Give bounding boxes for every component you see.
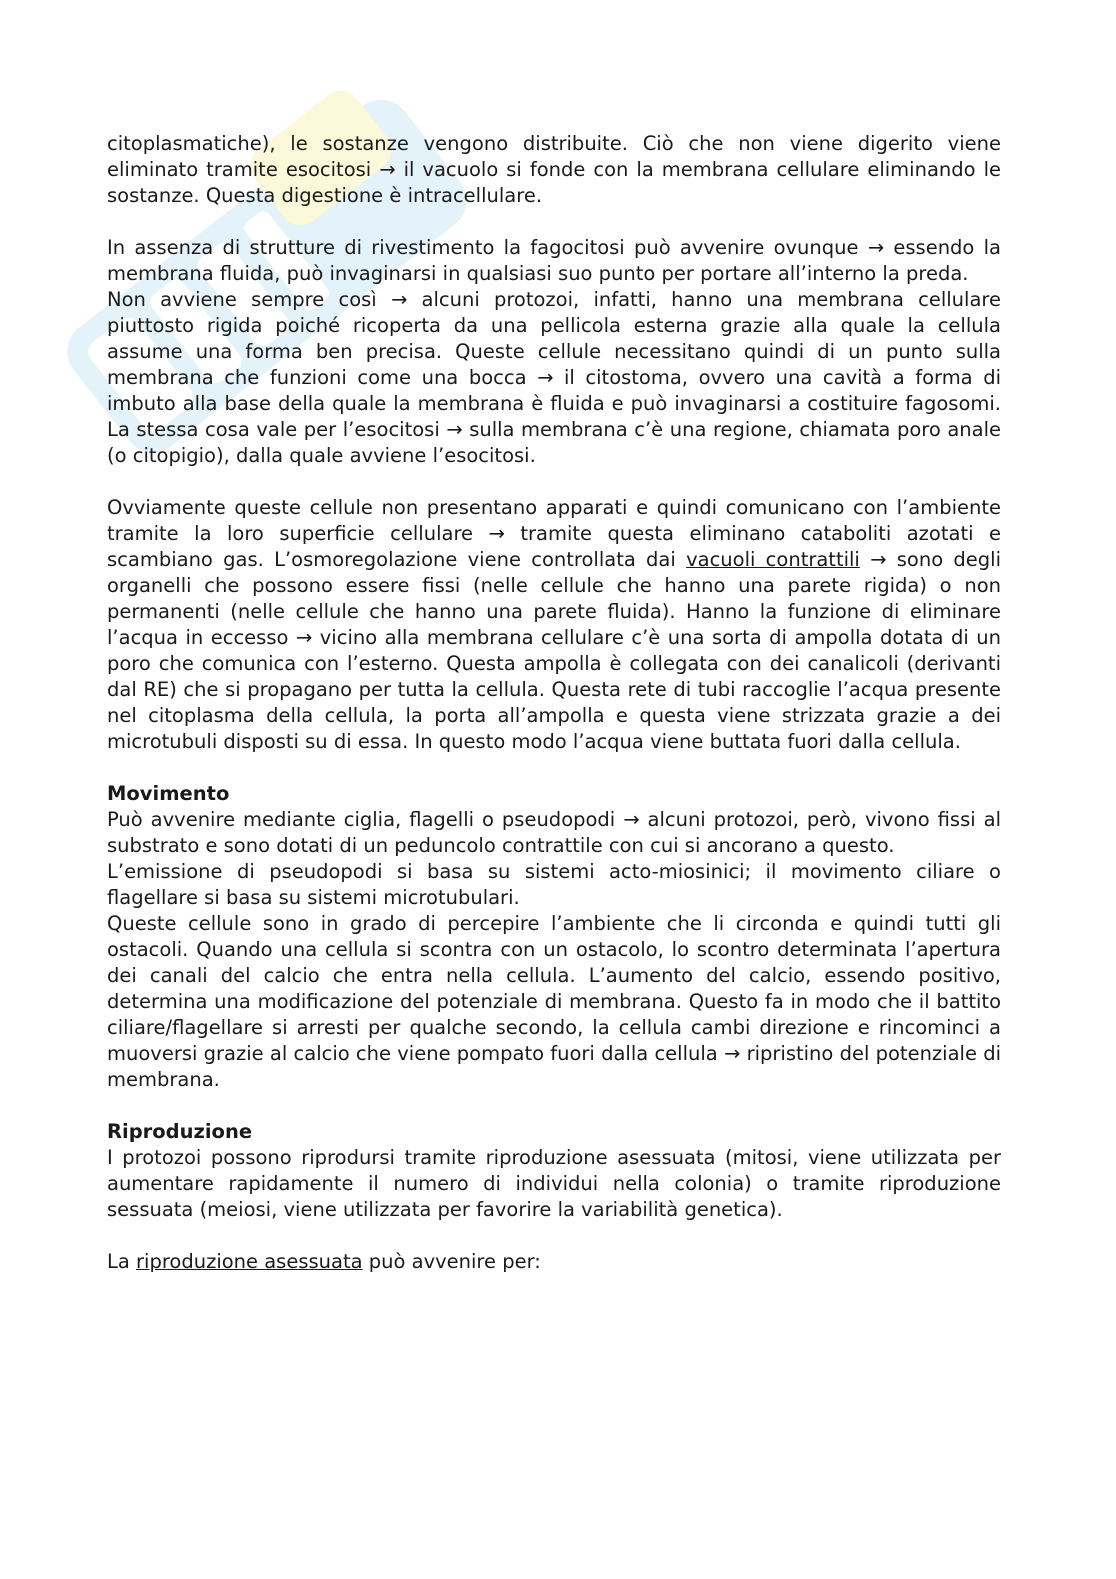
paragraph-ostacoli: Queste cellule sono in grado di percepire l’ambiente che li circonda e quindi tutti gli ostacoli. Quando una cellula si scontra con un ostacolo, lo scontro determinata l’apertura dei canali del calcio che entra nella cellula. L’aumento del calcio, essendo positivo, determina una modificazione del potenziale di membrana. Questo fa in modo che il battito ciliare/flagellare si arresti per qualche secondo, la cellula cambi direzione e rincominci a muoversi grazie al calcio che viene pompato fuori dalla cellula → ripristino del potenziale di membrana. [107, 912, 1001, 1091]
underlined-term-vacuoli-contrattili: vacuoli contrattili [686, 548, 860, 571]
paragraph-osmoregolazione [107, 495, 1001, 755]
heading-movimento: Movimento [107, 782, 230, 805]
paragraph-fagocitosi: In assenza di strutture di rivestimento la fagocitosi può avvenire ovunque → essendo la membrana fluida, può invaginarsi in qualsiasi suo punto per portare all’interno la preda. [107, 236, 1001, 285]
paragraph-movimento-ciglia: Può avvenire mediante ciglia, flagelli o pseudopodi → alcuni protozoi, però, vivono fissi al substrato e sono dotati di un peduncolo contrattile con cui si ancorano a questo. [107, 808, 1001, 857]
paragraph-citostoma: Non avviene sempre così → alcuni protozoi, infatti, hanno una membrana cellulare piuttosto rigida poiché ricoperta da una pellicola esterna grazie alla quale la cellula assume una forma ben precisa. Queste cellule necessitano quindi di un punto sulla membrana che funzioni come una bocca → il citostoma, ovvero una cavità a forma di imbuto alla base della quale la membrana è fluida e può invaginarsi a costituire fagosomi. La stessa cosa vale per l’esocitosi → sulla membrana c’è una regione, chiamata poro anale (o citopigio), dalla quale avviene l’esocitosi. [107, 288, 1001, 467]
paragraph-pseudopodi: L’emissione di pseudopodi si basa su sistemi acto-miosinici; il movimento ciliare o flagellare si basa su sistemi microtubulari. [107, 860, 1001, 909]
paragraph-text: → sono degli organelli che possono essere fissi (nelle cellule che hanno una parete rigida) o non permanenti (nelle cellule che hanno una parete fluida). Hanno la funzione di eliminare l’acqua in eccesso → vicino alla membrana cellulare c’è una sorta di ampolla dotata di un poro che comunica con l’esterno. Questa ampolla è collegata con dei canalicoli (derivanti dal RE) che si propagano per tutta la cellula. Questa rete di tubi raccoglie l’acqua presente nel citoplasma della cellula, la porta all’ampolla e questa viene strizzata grazie a dei microtubuli disposti su di essa. In questo modo l’acqua viene buttata fuori dalla cellula. [107, 548, 1001, 753]
underlined-term-riproduzione-asessuata: riproduzione asessuata [136, 1250, 363, 1273]
paragraph-text: Ovviamente queste cellule non presentano apparati e quindi comunicano con l’ambiente tramite la loro superficie cellulare → tramite questa eliminano cataboliti azotati e scambiano gas. L’osmoregolazione viene controllata dai [107, 496, 1001, 571]
paragraph-text: può avvenire per: [362, 1250, 541, 1273]
paragraph-riproduzione: I protozoi possono riprodursi tramite riproduzione asessuata (mitosi, viene utilizzata per aumentare rapidamente il numero di individui nella colonia) o tramite riproduzione sessuata (meiosi, viene utilizzata per favorire la variabilità genetica). [107, 1146, 1001, 1221]
paragraph-riproduzione-asessuata [107, 1249, 1001, 1275]
heading-riproduzione: Riproduzione [107, 1120, 253, 1143]
paragraph-text: La [107, 1250, 137, 1273]
paragraph-digestione: citoplasmatiche), le sostanze vengono distribuite. Ciò che non viene digerito viene eliminato tramite esocitosi → il vacuolo si fonde con la membrana cellulare eliminando le sostanze. Questa digestione è intracellulare. [107, 132, 1001, 207]
document-body [107, 131, 1001, 1275]
